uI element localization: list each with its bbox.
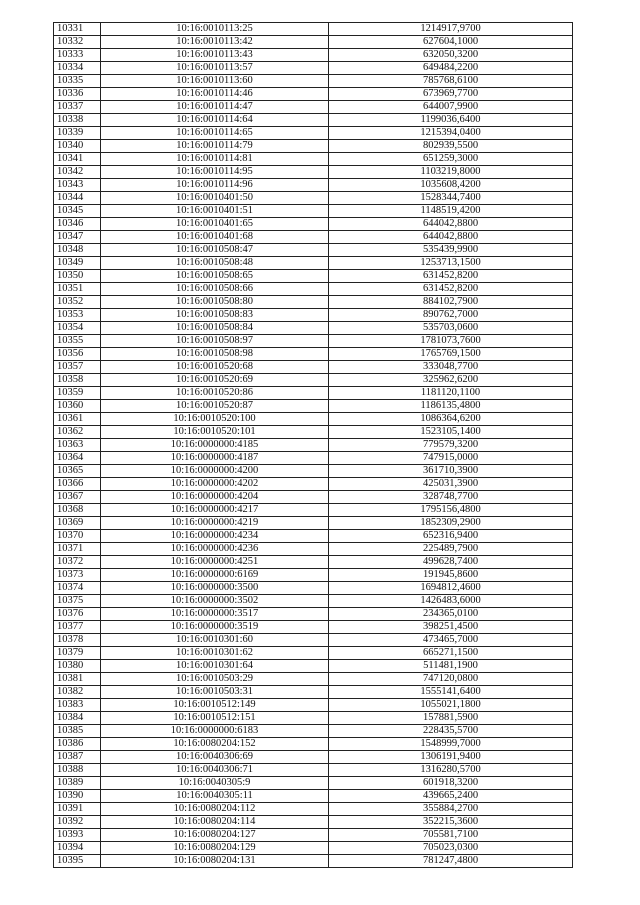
table-row — [54, 855, 573, 868]
value-cell: 644042,8800 — [329, 231, 573, 244]
table-row — [54, 335, 573, 348]
value-cell: 511481,1900 — [329, 660, 573, 673]
cadastral-number-cell: 10:16:0010508:98 — [101, 348, 329, 361]
row-number-cell: 10394 — [54, 842, 101, 855]
row-number-cell: 10389 — [54, 777, 101, 790]
table-row — [54, 504, 573, 517]
cadastral-number-cell: 10:16:0010508:84 — [101, 322, 329, 335]
table-row — [54, 153, 573, 166]
cadastral-number-cell: 10:16:0010508:80 — [101, 296, 329, 309]
value-cell: 890762,7000 — [329, 309, 573, 322]
table-row — [54, 608, 573, 621]
table-row — [54, 192, 573, 205]
table-row — [54, 803, 573, 816]
value-cell: 652316,9400 — [329, 530, 573, 543]
value-cell: 535439,9900 — [329, 244, 573, 257]
cadastral-number-cell: 10:16:0010114:95 — [101, 166, 329, 179]
table-row — [54, 114, 573, 127]
cadastral-number-cell: 10:16:0000000:4219 — [101, 517, 329, 530]
document-page — [53, 22, 573, 868]
row-number-cell: 10358 — [54, 374, 101, 387]
table-body — [54, 23, 573, 868]
cadastral-number-cell: 10:16:0010301:60 — [101, 634, 329, 647]
cadastral-number-cell: 10:16:0000000:4217 — [101, 504, 329, 517]
value-cell: 1548999,7000 — [329, 738, 573, 751]
value-cell: 779579,3200 — [329, 439, 573, 452]
table-row — [54, 309, 573, 322]
value-cell: 705023,0300 — [329, 842, 573, 855]
cadastral-number-cell: 10:16:0010114:47 — [101, 101, 329, 114]
row-number-cell: 10339 — [54, 127, 101, 140]
cadastral-number-cell: 10:16:0040305:11 — [101, 790, 329, 803]
table-row — [54, 569, 573, 582]
row-number-cell: 10372 — [54, 556, 101, 569]
table-row — [54, 543, 573, 556]
row-number-cell: 10331 — [54, 23, 101, 36]
cadastral-number-cell: 10:16:0010508:47 — [101, 244, 329, 257]
value-cell: 644042,8800 — [329, 218, 573, 231]
row-number-cell: 10369 — [54, 517, 101, 530]
cadastral-number-cell: 10:16:0010401:65 — [101, 218, 329, 231]
table-row — [54, 478, 573, 491]
cadastral-number-cell: 10:16:0000000:6183 — [101, 725, 329, 738]
value-cell: 499628,7400 — [329, 556, 573, 569]
cadastral-number-cell: 10:16:0080204:129 — [101, 842, 329, 855]
cadastral-number-cell: 10:16:0000000:3502 — [101, 595, 329, 608]
value-cell: 631452,8200 — [329, 283, 573, 296]
table-row — [54, 49, 573, 62]
cadastral-number-cell: 10:16:0080204:152 — [101, 738, 329, 751]
table-row — [54, 712, 573, 725]
data-table — [53, 22, 573, 868]
row-number-cell: 10373 — [54, 569, 101, 582]
cadastral-number-cell: 10:16:0010503:31 — [101, 686, 329, 699]
table-row — [54, 88, 573, 101]
table-row — [54, 530, 573, 543]
cadastral-number-cell: 10:16:0010401:50 — [101, 192, 329, 205]
table-row — [54, 699, 573, 712]
row-number-cell: 10335 — [54, 75, 101, 88]
table-row — [54, 205, 573, 218]
cadastral-number-cell: 10:16:0010512:151 — [101, 712, 329, 725]
value-cell: 1852309,2900 — [329, 517, 573, 530]
cadastral-number-cell: 10:16:0000000:4236 — [101, 543, 329, 556]
row-number-cell: 10378 — [54, 634, 101, 647]
row-number-cell: 10387 — [54, 751, 101, 764]
value-cell: 1555141,6400 — [329, 686, 573, 699]
row-number-cell: 10362 — [54, 426, 101, 439]
value-cell: 1781073,7600 — [329, 335, 573, 348]
cadastral-number-cell: 10:16:0010520:100 — [101, 413, 329, 426]
table-row — [54, 582, 573, 595]
value-cell: 651259,3000 — [329, 153, 573, 166]
row-number-cell: 10391 — [54, 803, 101, 816]
value-cell: 228435,5700 — [329, 725, 573, 738]
cadastral-number-cell: 10:16:0010114:81 — [101, 153, 329, 166]
cadastral-number-cell: 10:16:0010520:101 — [101, 426, 329, 439]
table-row — [54, 647, 573, 660]
table-row — [54, 75, 573, 88]
row-number-cell: 10341 — [54, 153, 101, 166]
table-row — [54, 218, 573, 231]
cadastral-number-cell: 10:16:0010114:96 — [101, 179, 329, 192]
value-cell: 1199036,6400 — [329, 114, 573, 127]
cadastral-number-cell: 10:16:0010508:66 — [101, 283, 329, 296]
value-cell: 627604,1000 — [329, 36, 573, 49]
cadastral-number-cell: 10:16:0000000:4234 — [101, 530, 329, 543]
cadastral-number-cell: 10:16:0010508:65 — [101, 270, 329, 283]
cadastral-number-cell: 10:16:0010520:69 — [101, 374, 329, 387]
cadastral-number-cell: 10:16:0040306:69 — [101, 751, 329, 764]
cadastral-number-cell: 10:16:0000000:4200 — [101, 465, 329, 478]
table-row — [54, 686, 573, 699]
value-cell: 333048,7700 — [329, 361, 573, 374]
cadastral-number-cell: 10:16:0010520:68 — [101, 361, 329, 374]
value-cell: 1186135,4800 — [329, 400, 573, 413]
table-row — [54, 595, 573, 608]
row-number-cell: 10381 — [54, 673, 101, 686]
row-number-cell: 10380 — [54, 660, 101, 673]
cadastral-number-cell: 10:16:0010520:86 — [101, 387, 329, 400]
cadastral-number-cell: 10:16:0080204:114 — [101, 816, 329, 829]
cadastral-number-cell: 10:16:0000000:6169 — [101, 569, 329, 582]
table-row — [54, 842, 573, 855]
row-number-cell: 10392 — [54, 816, 101, 829]
cadastral-number-cell: 10:16:0080204:112 — [101, 803, 329, 816]
value-cell: 191945,8600 — [329, 569, 573, 582]
table-row — [54, 387, 573, 400]
table-row — [54, 140, 573, 153]
row-number-cell: 10343 — [54, 179, 101, 192]
value-cell: 747120,0800 — [329, 673, 573, 686]
row-number-cell: 10363 — [54, 439, 101, 452]
value-cell: 1253713,1500 — [329, 257, 573, 270]
value-cell: 673969,7700 — [329, 88, 573, 101]
row-number-cell: 10359 — [54, 387, 101, 400]
row-number-cell: 10365 — [54, 465, 101, 478]
row-number-cell: 10382 — [54, 686, 101, 699]
row-number-cell: 10356 — [54, 348, 101, 361]
row-number-cell: 10370 — [54, 530, 101, 543]
table-row — [54, 465, 573, 478]
cadastral-number-cell: 10:16:0010113:43 — [101, 49, 329, 62]
value-cell: 425031,3900 — [329, 478, 573, 491]
row-number-cell: 10350 — [54, 270, 101, 283]
cadastral-number-cell: 10:16:0000000:4251 — [101, 556, 329, 569]
cadastral-number-cell: 10:16:0010508:48 — [101, 257, 329, 270]
value-cell: 1181120,1100 — [329, 387, 573, 400]
cadastral-number-cell: 10:16:0000000:3500 — [101, 582, 329, 595]
table-row — [54, 101, 573, 114]
row-number-cell: 10376 — [54, 608, 101, 621]
table-row — [54, 179, 573, 192]
table-row — [54, 374, 573, 387]
table-row — [54, 322, 573, 335]
table-row — [54, 127, 573, 140]
table-row — [54, 361, 573, 374]
cadastral-number-cell: 10:16:0040306:71 — [101, 764, 329, 777]
table-row — [54, 725, 573, 738]
row-number-cell: 10374 — [54, 582, 101, 595]
table-row — [54, 270, 573, 283]
value-cell: 1694812,4600 — [329, 582, 573, 595]
cadastral-number-cell: 10:16:0010114:64 — [101, 114, 329, 127]
table-row — [54, 556, 573, 569]
table-row — [54, 634, 573, 647]
row-number-cell: 10388 — [54, 764, 101, 777]
value-cell: 649484,2200 — [329, 62, 573, 75]
row-number-cell: 10345 — [54, 205, 101, 218]
cadastral-number-cell: 10:16:0010401:51 — [101, 205, 329, 218]
table-row — [54, 673, 573, 686]
row-number-cell: 10377 — [54, 621, 101, 634]
cadastral-number-cell: 10:16:0010114:46 — [101, 88, 329, 101]
row-number-cell: 10379 — [54, 647, 101, 660]
value-cell: 157881,5900 — [329, 712, 573, 725]
value-cell: 1316280,5700 — [329, 764, 573, 777]
cadastral-number-cell: 10:16:0010113:42 — [101, 36, 329, 49]
table-row — [54, 621, 573, 634]
value-cell: 1306191,9400 — [329, 751, 573, 764]
table-row — [54, 426, 573, 439]
cadastral-number-cell: 10:16:0080204:131 — [101, 855, 329, 868]
row-number-cell: 10393 — [54, 829, 101, 842]
table-row — [54, 751, 573, 764]
table-row — [54, 660, 573, 673]
value-cell: 1214917,9700 — [329, 23, 573, 36]
value-cell: 1103219,8000 — [329, 166, 573, 179]
row-number-cell: 10336 — [54, 88, 101, 101]
value-cell: 884102,7900 — [329, 296, 573, 309]
row-number-cell: 10337 — [54, 101, 101, 114]
row-number-cell: 10390 — [54, 790, 101, 803]
table-row — [54, 257, 573, 270]
value-cell: 352215,3600 — [329, 816, 573, 829]
row-number-cell: 10361 — [54, 413, 101, 426]
row-number-cell: 10383 — [54, 699, 101, 712]
value-cell: 1035608,4200 — [329, 179, 573, 192]
value-cell: 705581,7100 — [329, 829, 573, 842]
value-cell: 473465,7000 — [329, 634, 573, 647]
table-row — [54, 166, 573, 179]
cadastral-number-cell: 10:16:0010113:25 — [101, 23, 329, 36]
row-number-cell: 10395 — [54, 855, 101, 868]
value-cell: 1148519,4200 — [329, 205, 573, 218]
row-number-cell: 10351 — [54, 283, 101, 296]
value-cell: 802939,5500 — [329, 140, 573, 153]
row-number-cell: 10368 — [54, 504, 101, 517]
table-row — [54, 790, 573, 803]
value-cell: 601918,3200 — [329, 777, 573, 790]
row-number-cell: 10386 — [54, 738, 101, 751]
table-row — [54, 491, 573, 504]
table-row — [54, 738, 573, 751]
table-row — [54, 296, 573, 309]
row-number-cell: 10354 — [54, 322, 101, 335]
row-number-cell: 10375 — [54, 595, 101, 608]
table-row — [54, 231, 573, 244]
row-number-cell: 10360 — [54, 400, 101, 413]
value-cell: 361710,3900 — [329, 465, 573, 478]
table-row — [54, 36, 573, 49]
cadastral-number-cell: 10:16:0010520:87 — [101, 400, 329, 413]
value-cell: 644007,9900 — [329, 101, 573, 114]
row-number-cell: 10348 — [54, 244, 101, 257]
table-row — [54, 62, 573, 75]
table-row — [54, 452, 573, 465]
value-cell: 631452,8200 — [329, 270, 573, 283]
table-row — [54, 283, 573, 296]
row-number-cell: 10347 — [54, 231, 101, 244]
table-row — [54, 413, 573, 426]
cadastral-number-cell: 10:16:0010512:149 — [101, 699, 329, 712]
row-number-cell: 10332 — [54, 36, 101, 49]
value-cell: 234365,0100 — [329, 608, 573, 621]
value-cell: 439665,2400 — [329, 790, 573, 803]
row-number-cell: 10342 — [54, 166, 101, 179]
cadastral-number-cell: 10:16:0000000:4185 — [101, 439, 329, 452]
value-cell: 1523105,1400 — [329, 426, 573, 439]
value-cell: 1765769,1500 — [329, 348, 573, 361]
cadastral-number-cell: 10:16:0010114:65 — [101, 127, 329, 140]
row-number-cell: 10357 — [54, 361, 101, 374]
cadastral-number-cell: 10:16:0010114:79 — [101, 140, 329, 153]
row-number-cell: 10340 — [54, 140, 101, 153]
row-number-cell: 10349 — [54, 257, 101, 270]
table-row — [54, 439, 573, 452]
row-number-cell: 10366 — [54, 478, 101, 491]
table-row — [54, 816, 573, 829]
value-cell: 1215394,0400 — [329, 127, 573, 140]
value-cell: 1528344,7400 — [329, 192, 573, 205]
row-number-cell: 10346 — [54, 218, 101, 231]
row-number-cell: 10364 — [54, 452, 101, 465]
row-number-cell: 10344 — [54, 192, 101, 205]
value-cell: 1055021,1800 — [329, 699, 573, 712]
row-number-cell: 10352 — [54, 296, 101, 309]
value-cell: 535703,0600 — [329, 322, 573, 335]
cadastral-number-cell: 10:16:0010113:57 — [101, 62, 329, 75]
cadastral-number-cell: 10:16:0000000:4202 — [101, 478, 329, 491]
table-row — [54, 829, 573, 842]
row-number-cell: 10333 — [54, 49, 101, 62]
cadastral-number-cell: 10:16:0010503:29 — [101, 673, 329, 686]
value-cell: 781247,4800 — [329, 855, 573, 868]
table-row — [54, 23, 573, 36]
row-number-cell: 10367 — [54, 491, 101, 504]
table-row — [54, 400, 573, 413]
cadastral-number-cell: 10:16:0000000:4204 — [101, 491, 329, 504]
table-row — [54, 348, 573, 361]
row-number-cell: 10334 — [54, 62, 101, 75]
cadastral-number-cell: 10:16:0010401:68 — [101, 231, 329, 244]
value-cell: 325962,6200 — [329, 374, 573, 387]
cadastral-number-cell: 10:16:0000000:3517 — [101, 608, 329, 621]
row-number-cell: 10353 — [54, 309, 101, 322]
value-cell: 398251,4500 — [329, 621, 573, 634]
value-cell: 632050,3200 — [329, 49, 573, 62]
table-row — [54, 244, 573, 257]
row-number-cell: 10385 — [54, 725, 101, 738]
cadastral-number-cell: 10:16:0010113:60 — [101, 75, 329, 88]
value-cell: 1426483,6000 — [329, 595, 573, 608]
value-cell: 1086364,6200 — [329, 413, 573, 426]
value-cell: 355884,2700 — [329, 803, 573, 816]
table-row — [54, 764, 573, 777]
cadastral-number-cell: 10:16:0010508:83 — [101, 309, 329, 322]
value-cell: 665271,1500 — [329, 647, 573, 660]
value-cell: 1795156,4800 — [329, 504, 573, 517]
row-number-cell: 10371 — [54, 543, 101, 556]
row-number-cell: 10338 — [54, 114, 101, 127]
table-row — [54, 777, 573, 790]
table-row — [54, 517, 573, 530]
cadastral-number-cell: 10:16:0000000:3519 — [101, 621, 329, 634]
cadastral-number-cell: 10:16:0010301:62 — [101, 647, 329, 660]
value-cell: 225489,7900 — [329, 543, 573, 556]
cadastral-number-cell: 10:16:0000000:4187 — [101, 452, 329, 465]
row-number-cell: 10384 — [54, 712, 101, 725]
cadastral-number-cell: 10:16:0080204:127 — [101, 829, 329, 842]
cadastral-number-cell: 10:16:0040305:9 — [101, 777, 329, 790]
value-cell: 328748,7700 — [329, 491, 573, 504]
cadastral-number-cell: 10:16:0010301:64 — [101, 660, 329, 673]
cadastral-number-cell: 10:16:0010508:97 — [101, 335, 329, 348]
value-cell: 747915,0000 — [329, 452, 573, 465]
row-number-cell: 10355 — [54, 335, 101, 348]
value-cell: 785768,6100 — [329, 75, 573, 88]
